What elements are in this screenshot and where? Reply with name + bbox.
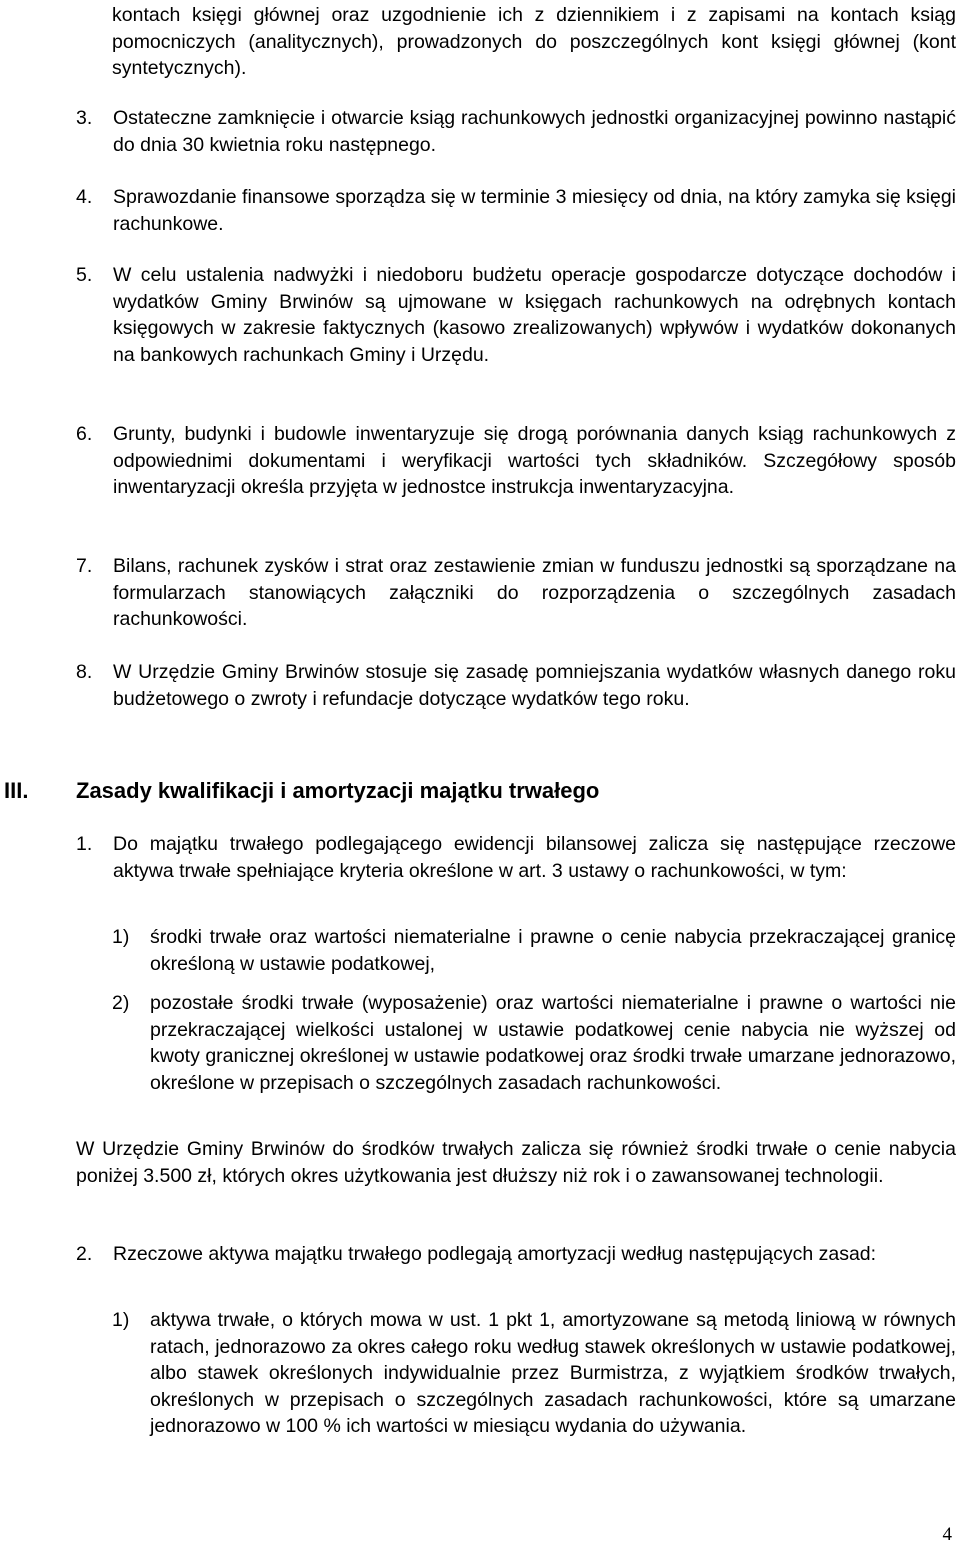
sub-list-item	[112, 990, 956, 1096]
item-text: Sprawozdanie finansowe sporządza się w terminie 3 miesięcy od dnia, na który zamyka się księgi rachunkowe.	[113, 186, 956, 235]
item-number: 2.	[76, 1243, 93, 1265]
section-heading: Zasady kwalifikacji i amortyzacji majątku trwałego	[76, 778, 600, 803]
sub-item-number: 1)	[112, 926, 130, 948]
sub-item-number: 1)	[112, 1309, 130, 1331]
item-number: 8.	[76, 661, 93, 683]
sub-item-text: środki trwałe oraz wartości niematerialne i prawne o cenie nabycia przekraczającej granicę określoną w ustawie podatkowej,	[150, 926, 956, 975]
item-text: W Urzędzie Gminy Brwinów stosuje się zasadę pomniejszania wydatków własnych danego roku budżetowego o zwroty i refundacje dotyczące wydatków tego roku.	[113, 661, 956, 710]
continuation-paragraph: kontach księgi głównej oraz uzgodnienie ich z dziennikiem i z zapisami na kontach ksiąg pomocniczych (analitycznych), prowadzonych do poszczególnych kont księgi głównej (kont syntetycznych).	[112, 4, 956, 79]
note-paragraph: W Urzędzie Gminy Brwinów do środków trwałych zalicza się również środki trwałe o cenie nabycia poniżej 3.500 zł, których okres użytkowania jest dłuższy niż rok i o zawansowanej technologii.	[76, 1138, 956, 1187]
list-item	[76, 831, 956, 884]
sub-list-item	[112, 1307, 956, 1440]
list-item	[76, 184, 956, 237]
item-number: 4.	[76, 186, 93, 208]
item-text: Rzeczowe aktywa majątku trwałego podlegają amortyzacji według następujących zasad:	[113, 1243, 877, 1265]
sub-list-item	[112, 924, 956, 977]
item-number: 7.	[76, 555, 93, 577]
section-number: III.	[4, 778, 29, 803]
sub-item-text: pozostałe środki trwałe (wyposażenie) oraz wartości niematerialne i prawne o wartości nie przekraczającej wielkości ustalonej w ustawie podatkowej cenie nabycia nie wyższej od kwoty granicznej określonej w ustawie podatkowej oraz środki trwałe umarzane jednorazowo, określone w przepisach o szczególnych zasadach rachunkowości.	[150, 992, 956, 1094]
list-item	[76, 659, 956, 712]
item-text: Bilans, rachunek zysków i strat oraz zestawienie zmian w funduszu jednostki są sporządzane na formularzach stanowiących załączniki do rozporządzenia o szczególnych zasadach rachunkowości.	[113, 555, 956, 630]
list-item	[76, 105, 956, 158]
sub-item-number: 2)	[112, 992, 130, 1014]
item-number: 6.	[76, 423, 93, 445]
list-item	[76, 421, 956, 501]
page-number: 4	[942, 1524, 952, 1545]
list-item	[76, 1241, 956, 1268]
list-item	[76, 553, 956, 633]
item-text: Ostateczne zamknięcie i otwarcie ksiąg rachunkowych jednostki organizacyjnej powinno nastąpić do dnia 30 kwietnia roku następnego.	[113, 107, 956, 156]
item-text: Grunty, budynki i budowle inwentaryzuje się drogą porównania danych ksiąg rachunkowych z odpowiednimi dokumentami i weryfikacji wartości tych składników. Szczegółowy sposób inwentaryzacji określa przyjęta w jednostce instrukcja inwentaryzacyjna.	[113, 423, 956, 498]
item-number: 3.	[76, 107, 93, 129]
sub-item-text: aktywa trwałe, o których mowa w ust. 1 pkt 1, amortyzowane są metodą liniową w równych ratach, jednorazowo za okres całego roku według stawek określonych w ustawie podatkowej, albo stawek określonych indywidualnie przez Burmistrza, z wyjątkiem środków trwałych, określonych w przepisach o szczególnych zasadach rachunkowości, które są umarzane jednorazowo w 100 % ich wartości w miesiącu wydania do używania.	[150, 1309, 956, 1437]
item-text: Do majątku trwałego podlegającego ewidencji bilansowej zalicza się następujące rzeczowe aktywa trwałe spełniające kryteria określone w art. 3 ustawy o rachunkowości, w tym:	[113, 833, 956, 882]
item-number: 1.	[76, 833, 93, 855]
list-item	[76, 262, 956, 368]
item-text: W celu ustalenia nadwyżki i niedoboru budżetu operacje gospodarcze dotyczące dochodów i wydatków Gminy Brwinów są ujmowane w księgach rachunkowych na odrębnych kontach księgowych w zakresie faktycznych (kasowo zrealizowanych) wpływów i wydatków dokonanych na bankowych rachunkach Gminy i Urzędu.	[113, 264, 956, 366]
item-number: 5.	[76, 264, 93, 286]
